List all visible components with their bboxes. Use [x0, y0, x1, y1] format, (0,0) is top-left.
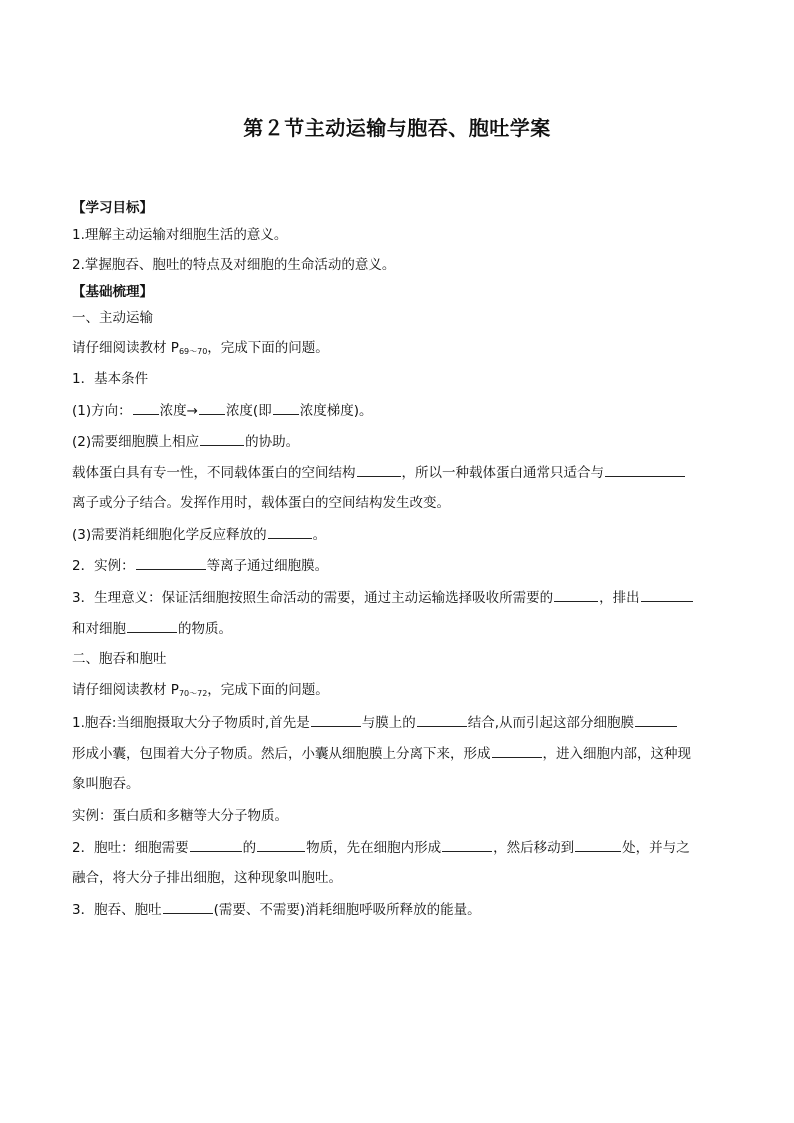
q-text: 形成小囊，包围着大分子物质。然后，小囊从细胞膜上分离下来，形成 — [72, 746, 491, 762]
q-text: (2)需要细胞膜上相应 — [72, 434, 200, 450]
q-text: 。 — [312, 527, 327, 543]
exocytosis-line-1 — [72, 837, 732, 858]
question-3-line-1 — [72, 587, 732, 608]
section-heading-active-transport: 一、主动运输 — [72, 310, 153, 326]
carrier-paragraph-line-1 — [72, 462, 732, 483]
fill-blank[interactable] — [641, 587, 693, 602]
reading-text: 请仔细阅读教材 P — [72, 340, 179, 356]
fill-blank[interactable] — [136, 555, 206, 570]
goals-heading: 【学习目标】 — [72, 200, 153, 216]
reading-text: ，完成下面的问题。 — [207, 340, 329, 356]
fill-blank[interactable] — [200, 431, 244, 446]
q-text: 物质，先在细胞内形成 — [306, 840, 442, 856]
q-text: ，所以一种载体蛋白通常只适合与 — [401, 465, 604, 481]
fill-blank[interactable] — [311, 712, 361, 727]
q-text: 1.胞吞:当细胞摄取大分子物质时,首先是 — [72, 715, 310, 731]
energy-question — [72, 899, 732, 920]
q-text: 浓度梯度)。 — [299, 403, 373, 419]
q-text: ，排出 — [599, 590, 640, 606]
q-text: 浓度→ — [159, 403, 198, 419]
page-range: 69～70 — [178, 347, 208, 356]
question-1-1 — [72, 400, 732, 421]
q-text: ，然后移动到 — [493, 840, 575, 856]
endocytosis-line-2 — [72, 743, 732, 764]
reading-instruction-1 — [72, 338, 732, 362]
fill-blank[interactable] — [554, 587, 598, 602]
fill-blank[interactable] — [575, 837, 621, 852]
q-text: (需要、不需要)消耗细胞呼吸所释放的能量。 — [213, 902, 481, 918]
reading-instruction-2 — [72, 680, 732, 704]
page-range: 70～72 — [178, 689, 208, 698]
carrier-paragraph-line-2: 离子或分子结合。发挥作用时，载体蛋白的空间结构发生改变。 — [72, 495, 450, 511]
section-heading-endocytosis: 二、胞吞和胞吐 — [72, 651, 167, 667]
fill-blank[interactable] — [357, 462, 401, 477]
q-text: ，进入细胞内部，这种现 — [542, 746, 691, 762]
question-1-3 — [72, 524, 732, 545]
q-text: 的物质。 — [178, 621, 232, 637]
fill-blank[interactable] — [635, 712, 677, 727]
q-text: 2．实例： — [72, 558, 135, 574]
question-2 — [72, 555, 732, 576]
q-text: 的 — [242, 840, 257, 856]
q-text: 的协助。 — [245, 434, 300, 450]
fill-blank[interactable] — [268, 524, 312, 539]
q-text: 处，并与之 — [622, 840, 690, 856]
question-1-2 — [72, 431, 732, 452]
endocytosis-line-1 — [72, 712, 732, 733]
basics-heading: 【基础梳理】 — [72, 284, 153, 300]
fill-blank[interactable] — [442, 837, 492, 852]
endocytosis-line-3: 象叫胞吞。 — [72, 776, 140, 792]
fill-blank[interactable] — [199, 400, 225, 415]
fill-blank[interactable] — [273, 400, 299, 415]
q-text: 2．胞吐：细胞需要 — [72, 840, 189, 856]
reading-text: ，完成下面的问题。 — [207, 682, 329, 698]
question-3-line-2 — [72, 618, 732, 639]
q-text: 3．生理意义：保证活细胞按照生命活动的需要，通过主动运输选择吸收所需要的 — [72, 590, 554, 606]
q-text: 和对细胞 — [72, 621, 126, 637]
fill-blank[interactable] — [257, 837, 305, 852]
q-text: 与膜上的 — [361, 715, 416, 731]
exocytosis-line-2: 融合，将大分子排出细胞，这种现象叫胞吐。 — [72, 870, 342, 886]
fill-blank[interactable] — [492, 743, 542, 758]
question-1-heading: 1．基本条件 — [72, 371, 149, 387]
fill-blank[interactable] — [190, 837, 242, 852]
q-text: 载体蛋白具有专一性，不同载体蛋白的空间结构 — [72, 465, 356, 481]
q-text: 结合,从而引起这部分细胞膜 — [467, 715, 635, 731]
fill-blank[interactable] — [163, 899, 213, 914]
endocytosis-example: 实例：蛋白质和多糖等大分子物质。 — [72, 808, 288, 824]
fill-blank[interactable] — [133, 400, 159, 415]
q-text: (3)需要消耗细胞化学反应释放的 — [72, 527, 267, 543]
goal-item-1: 1.理解主动运输对细胞生活的意义。 — [72, 227, 288, 243]
q-text: 3．胞吞、胞吐 — [72, 902, 162, 918]
page-title: 第２节主动运输与胞吞、胞吐学案 — [243, 116, 551, 140]
goal-item-2: 2.掌握胞吞、胞吐的特点及对细胞的生命活动的意义。 — [72, 257, 396, 273]
q-text: 等离子通过细胞膜。 — [206, 558, 329, 574]
q-text: 浓度(即 — [225, 403, 272, 419]
q-text: (1)方向： — [72, 403, 132, 419]
reading-text: 请仔细阅读教材 P — [72, 682, 179, 698]
fill-blank[interactable] — [127, 618, 177, 633]
fill-blank[interactable] — [417, 712, 467, 727]
fill-blank[interactable] — [605, 462, 685, 477]
